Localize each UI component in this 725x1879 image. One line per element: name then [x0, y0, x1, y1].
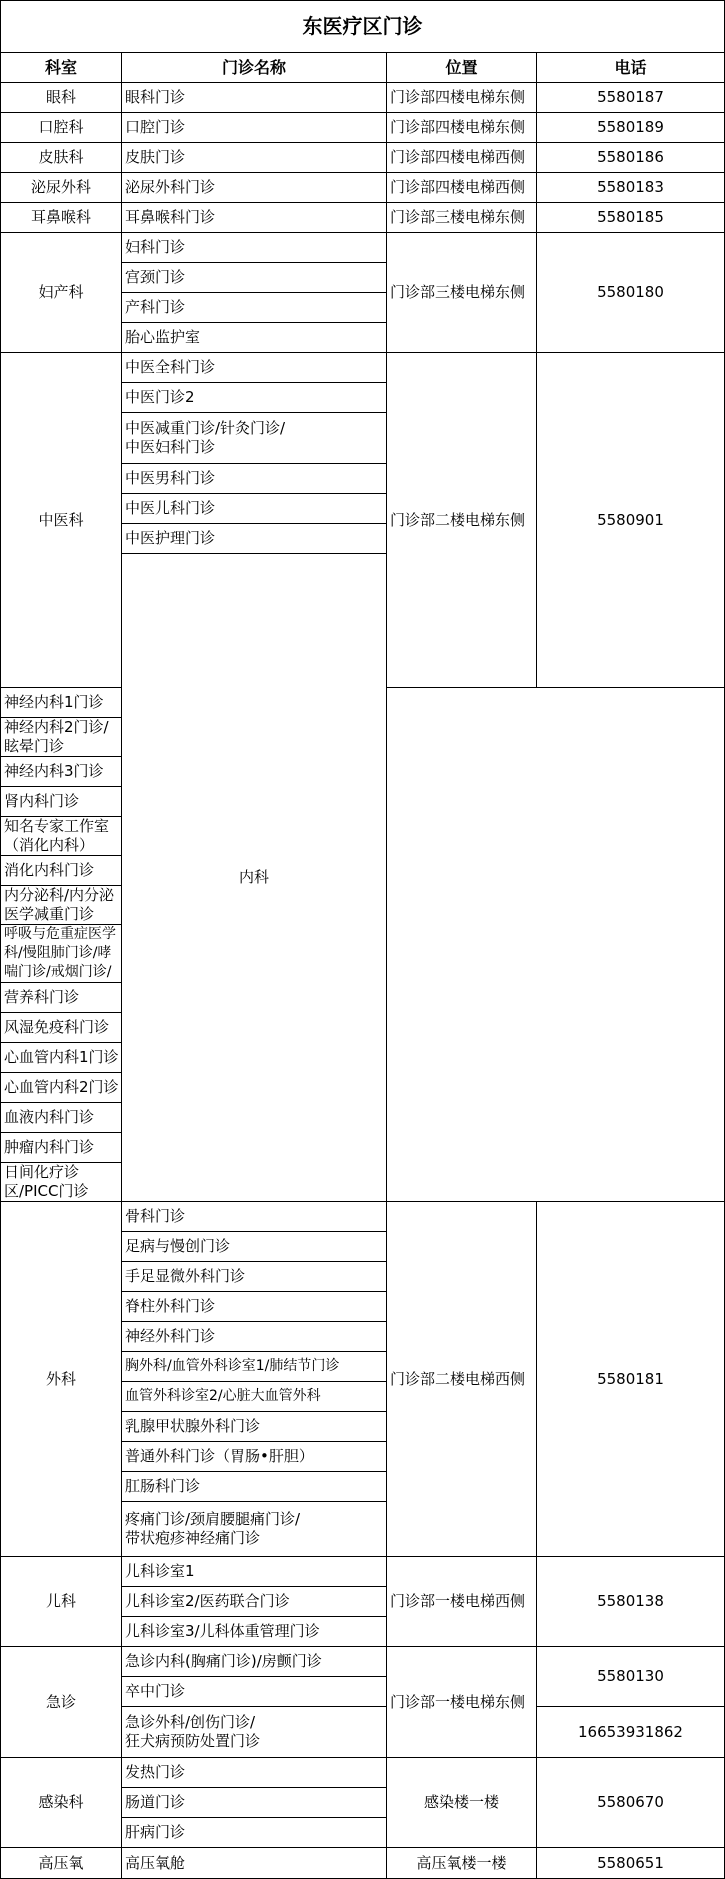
clinic-cell: 高压氧舱 [122, 1848, 387, 1879]
dept-cell: 妇产科 [1, 233, 122, 353]
clinic-cell: 神经外科门诊 [122, 1322, 387, 1352]
clinic-cell: 日间化疗诊区/PICC门诊 [1, 1163, 122, 1202]
table-row [1, 1557, 725, 1587]
dept-cell: 眼科 [1, 83, 122, 113]
clinic-cell: 肛肠科门诊 [122, 1472, 387, 1502]
clinic-cell: 中医男科门诊 [122, 464, 387, 494]
clinic-cell: 肠道门诊 [122, 1788, 387, 1818]
clinic-cell: 内分泌科/内分泌医学减重门诊 [1, 886, 122, 925]
clinic-cell: 血管外科诊室2/心脏大血管外科 [122, 1382, 387, 1412]
clinic-cell [1, 925, 122, 983]
clinic-cell: 心血管内科1门诊 [1, 1043, 122, 1073]
dept-cell: 皮肤科 [1, 143, 122, 173]
clinic-cell: 神经内科2门诊/眩晕门诊 [1, 718, 122, 757]
clinic-cell: 产科门诊 [122, 293, 387, 323]
clinic-cell: 心血管内科2门诊 [1, 1073, 122, 1103]
location-cell: 高压氧楼一楼 [387, 1848, 537, 1879]
clinic-cell: 营养科门诊 [1, 983, 122, 1013]
clinic-cell: 中医门诊2 [122, 383, 387, 413]
clinic-cell: 手足显微外科门诊 [122, 1262, 387, 1292]
location-cell: 门诊部四楼电梯西侧 [387, 143, 537, 173]
clinic-cell: 发热门诊 [122, 1758, 387, 1788]
clinic-cell [122, 1707, 387, 1758]
clinic-cell: 儿科诊室2/医药联合门诊 [122, 1587, 387, 1617]
phone-cell: 5580187 [537, 83, 725, 113]
clinic-cell: 足病与慢创门诊 [122, 1232, 387, 1262]
clinic-cell: 普通外科门诊（胃肠•肝胆） [122, 1442, 387, 1472]
clinic-cell: 宫颈门诊 [122, 263, 387, 293]
clinic-cell: 脊柱外科门诊 [122, 1292, 387, 1322]
location-cell: 感染楼一楼 [387, 1758, 537, 1848]
clinic-cell: 耳鼻喉科门诊 [122, 203, 387, 233]
table-row [1, 143, 725, 173]
clinic-cell: 神经内科1门诊 [1, 688, 122, 718]
location-cell: 门诊部二楼电梯西侧 [387, 1202, 537, 1557]
phone-cell-secondary: 16653931862 [537, 1707, 725, 1758]
clinic-cell: 胸外科/血管外科诊室1/肺结节门诊 [122, 1352, 387, 1382]
table-row [1, 173, 725, 203]
dept-cell: 儿科 [1, 1557, 122, 1647]
phone-cell: 5580180 [537, 233, 725, 353]
clinic-cell: 口腔门诊 [122, 113, 387, 143]
clinic-cell: 风湿免疫科门诊 [1, 1013, 122, 1043]
clinic-cell: 知名专家工作室（消化内科） [1, 817, 122, 856]
dept-cell: 口腔科 [1, 113, 122, 143]
dept-cell: 高压氧 [1, 1848, 122, 1879]
clinic-line: 中医妇科门诊 [125, 438, 216, 456]
table-row [1, 1647, 725, 1677]
clinic-cell: 泌尿外科门诊 [122, 173, 387, 203]
dept-cell: 外科 [1, 1202, 122, 1557]
table-row [1, 83, 725, 113]
dept-cell: 中医科 [1, 353, 122, 688]
clinic-line: 喘门诊/戒烟门诊/ [4, 964, 112, 980]
clinic-cell: 乳腺甲状腺外科门诊 [122, 1412, 387, 1442]
phone-cell: 5580189 [537, 113, 725, 143]
location-cell: 门诊部四楼电梯东侧 [387, 83, 537, 113]
clinic-line: 狂犬病预防处置门诊 [125, 1732, 261, 1750]
phone-cell: 5580670 [537, 1758, 725, 1848]
clinic-cell: 儿科诊室3/儿科体重管理门诊 [122, 1617, 387, 1647]
location-cell: 门诊部三楼电梯东侧 [387, 233, 537, 353]
clinic-cell: 肾内科门诊 [1, 787, 122, 817]
phone-cell: 5580183 [537, 173, 725, 203]
phone-cell: 5580181 [537, 1202, 725, 1557]
location-cell: 门诊部四楼电梯东侧 [387, 113, 537, 143]
header-location: 位置 [387, 53, 537, 83]
phone-cell: 5580185 [537, 203, 725, 233]
phone-cell: 5580651 [537, 1848, 725, 1879]
clinic-cell: 中医护理门诊 [122, 524, 387, 554]
location-cell: 门诊部二楼电梯东侧 [387, 353, 537, 688]
location-cell: 门诊部一楼电梯东侧 [387, 1647, 537, 1758]
clinic-cell: 血液内科门诊 [1, 1103, 122, 1133]
header-phone: 电话 [537, 53, 725, 83]
clinic-cell: 神经内科3门诊 [1, 757, 122, 787]
location-cell: 门诊部四楼电梯西侧 [387, 173, 537, 203]
clinic-cell: 皮肤门诊 [122, 143, 387, 173]
table-row [1, 113, 725, 143]
phone-cell: 5580130 [537, 1647, 725, 1707]
dept-cell: 泌尿外科 [1, 173, 122, 203]
table-row [1, 1202, 725, 1232]
dept-cell: 感染科 [1, 1758, 122, 1848]
table-row [1, 203, 725, 233]
phone-cell: 5580901 [537, 353, 725, 688]
clinic-line: 急诊外科/创伤门诊/ [125, 1713, 256, 1731]
clinic-cell: 肝病门诊 [122, 1818, 387, 1848]
clinic-cell: 中医儿科门诊 [122, 494, 387, 524]
clinic-cell: 妇科门诊 [122, 233, 387, 263]
dept-cell: 耳鼻喉科 [1, 203, 122, 233]
location-cell: 门诊部一楼电梯西侧 [387, 1557, 537, 1647]
clinic-cell: 眼科门诊 [122, 83, 387, 113]
dept-cell: 内科 [122, 554, 387, 1202]
header-dept: 科室 [1, 53, 122, 83]
table-row [1, 233, 725, 263]
clinic-cell: 肿瘤内科门诊 [1, 1133, 122, 1163]
clinic-cell: 骨科门诊 [122, 1202, 387, 1232]
table-row [1, 1758, 725, 1788]
clinic-line: 呼吸与危重症医学科/慢阻肺门诊/哮 [4, 926, 116, 961]
clinic-cell: 儿科诊室1 [122, 1557, 387, 1587]
location-cell: 门诊部三楼电梯东侧 [387, 203, 537, 233]
phone-cell: 5580138 [537, 1557, 725, 1647]
clinic-line: 中医减重门诊/针灸门诊/ [125, 419, 286, 437]
clinic-cell [122, 1502, 387, 1557]
dept-cell: 急诊 [1, 1647, 122, 1758]
clinic-cell [122, 413, 387, 464]
table-row [1, 1848, 725, 1879]
clinic-cell: 急诊内科(胸痛门诊)/房颤门诊 [122, 1647, 387, 1677]
phone-cell: 5580186 [537, 143, 725, 173]
clinic-cell: 胎心监护室 [122, 323, 387, 353]
clinic-cell: 卒中门诊 [122, 1677, 387, 1707]
clinic-line: 带状疱疹神经痛门诊 [125, 1529, 261, 1547]
clinic-cell: 消化内科门诊 [1, 856, 122, 886]
clinic-cell: 中医全科门诊 [122, 353, 387, 383]
page-title: 东医疗区门诊 [1, 1, 725, 53]
table-row [1, 353, 725, 383]
clinic-line: 疼痛门诊/颈肩腰腿痛门诊/ [125, 1510, 301, 1528]
header-clinic: 门诊名称 [122, 53, 387, 83]
